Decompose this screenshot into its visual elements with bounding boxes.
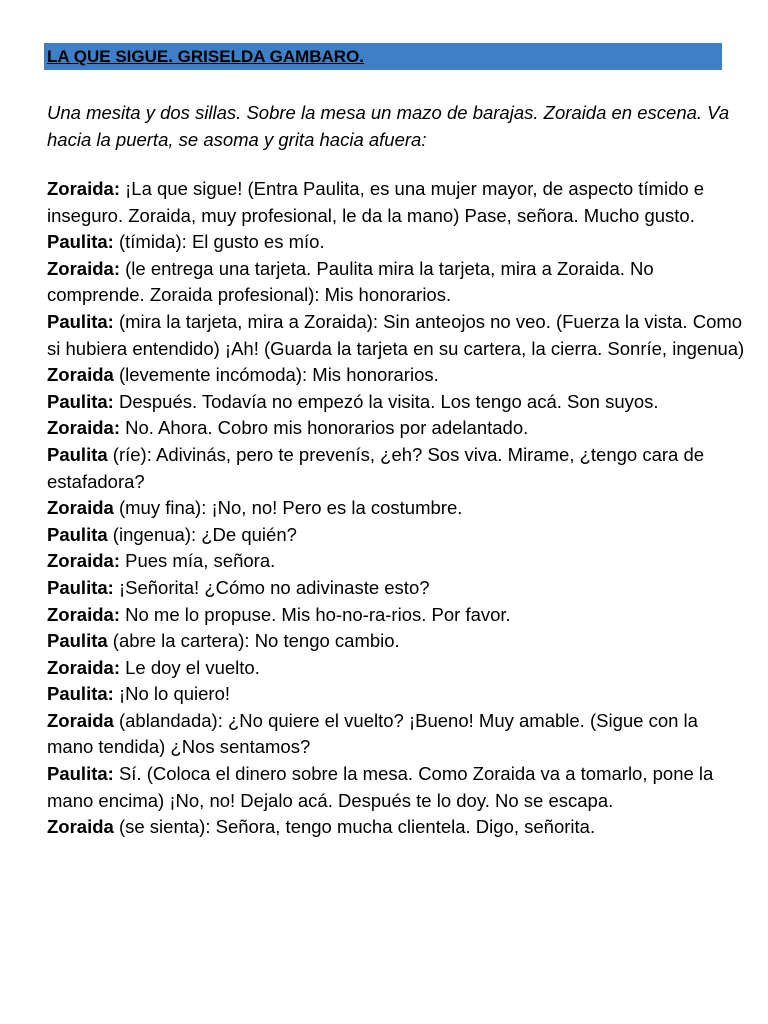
speaker-name: Zoraida (47, 497, 114, 519)
dialogue-block (47, 176, 747, 841)
speaker-name: Zoraida (47, 364, 114, 386)
dialogue-line (47, 708, 747, 761)
dialogue-line (47, 548, 747, 575)
line-text: ¡No lo quiero! (113, 683, 231, 705)
dialogue-line (47, 681, 747, 708)
line-text: (ablandada): ¿No quiere el vuelto? ¡Bueno! Muy amable. (Sigue con la mano tendida) ¿Nos sentamos? (47, 709, 698, 758)
line-text: (abre la cartera): No tengo cambio. (107, 630, 400, 652)
speaker-name: Paulita: (47, 310, 114, 332)
speaker-name: Paulita: (47, 683, 114, 705)
line-text: (se sienta): Señora, tengo mucha clientela. Digo, señorita. (113, 816, 596, 838)
speaker-name: Zoraida: (47, 417, 120, 439)
dialogue-line (47, 415, 747, 442)
speaker-name: Zoraida: (47, 257, 120, 279)
line-text: (ingenua): ¿De quién? (107, 523, 297, 545)
line-text: Le doy el vuelto. (119, 656, 260, 678)
speaker-name: Zoraida (47, 816, 114, 838)
line-text: ¡La que sigue! (Entra Paulita, es una mujer mayor, de aspecto tímido e inseguro. Zoraida, muy profesional, le da la mano) Pase, señora. Mucho gusto. (47, 178, 705, 226)
line-text: (levemente incómoda): Mis honorarios. (113, 364, 439, 386)
speaker-name: Paulita (47, 523, 108, 545)
dialogue-line (47, 176, 747, 229)
speaker-name: Paulita: (47, 231, 114, 253)
line-text: Pues mía, señora. (119, 550, 276, 572)
dialogue-line (47, 602, 747, 629)
title-highlight (44, 43, 722, 70)
dialogue-line (47, 522, 747, 549)
line-text: (tímida): El gusto es mío. (113, 231, 325, 253)
stage-direction: Una mesita y dos sillas. Sobre la mesa un mazo de barajas. Zoraida en escena. Va hacia la puerta, se asoma y grita hacia afuera: (47, 102, 730, 150)
line-text: Después. Todavía no empezó la visita. Los tengo acá. Son suyos. (113, 390, 659, 412)
dialogue-line (47, 256, 747, 309)
line-text: No. Ahora. Cobro mis honorarios por adelantado. (119, 417, 529, 439)
dialogue-line (47, 309, 747, 362)
dialogue-line (47, 575, 747, 602)
line-text: Sí. (Coloca el dinero sobre la mesa. Como Zoraida va a tomarlo, pone la mano encima) ¡No, no! Dejalo acá. Después te lo doy. No se escapa. (47, 763, 714, 811)
dialogue-line (47, 814, 747, 841)
line-text: ¡Señorita! ¿Cómo no adivinaste esto? (113, 576, 430, 598)
line-text: (ríe): Adivinás, pero te prevenís, ¿eh? Sos viva. Mirame, ¿tengo cara de estafadora? (47, 443, 705, 492)
dialogue-line (47, 655, 747, 682)
speaker-name: Zoraida: (47, 603, 120, 625)
document-title: LA QUE SIGUE. GRISELDA GAMBARO. (47, 47, 365, 66)
dialogue-line (47, 442, 747, 495)
speaker-name: Zoraida: (47, 550, 120, 572)
dialogue-line (47, 761, 747, 814)
speaker-name: Zoraida: (47, 178, 120, 199)
speaker-name: Paulita (47, 630, 108, 652)
dialogue-line (47, 362, 747, 389)
dialogue-line (47, 495, 747, 522)
speaker-name: Paulita (47, 443, 108, 465)
dialogue-line (47, 389, 747, 416)
speaker-name: Paulita: (47, 576, 114, 598)
speaker-name: Paulita: (47, 390, 114, 412)
speaker-name: Paulita: (47, 763, 114, 785)
line-text: (le entrega una tarjeta. Paulita mira la tarjeta, mira a Zoraida. No comprende. Zoraida profesional): Mis honorarios. (47, 257, 654, 306)
line-text: No me lo propuse. Mis ho-no-ra-rios. Por favor. (119, 603, 511, 625)
speaker-name: Zoraida (47, 709, 114, 731)
line-text: (muy fina): ¡No, no! Pero es la costumbre. (113, 497, 463, 519)
speaker-name: Zoraida: (47, 656, 120, 678)
dialogue-line (47, 229, 747, 256)
dialogue-line (47, 628, 747, 655)
line-text: (mira la tarjeta, mira a Zoraida): Sin anteojos no veo. (Fuerza la vista. Como si hubiera entendido) ¡Ah! (Guarda la tarjeta en su cartera, la cierra. Sonríe, ingenua) (47, 310, 745, 359)
